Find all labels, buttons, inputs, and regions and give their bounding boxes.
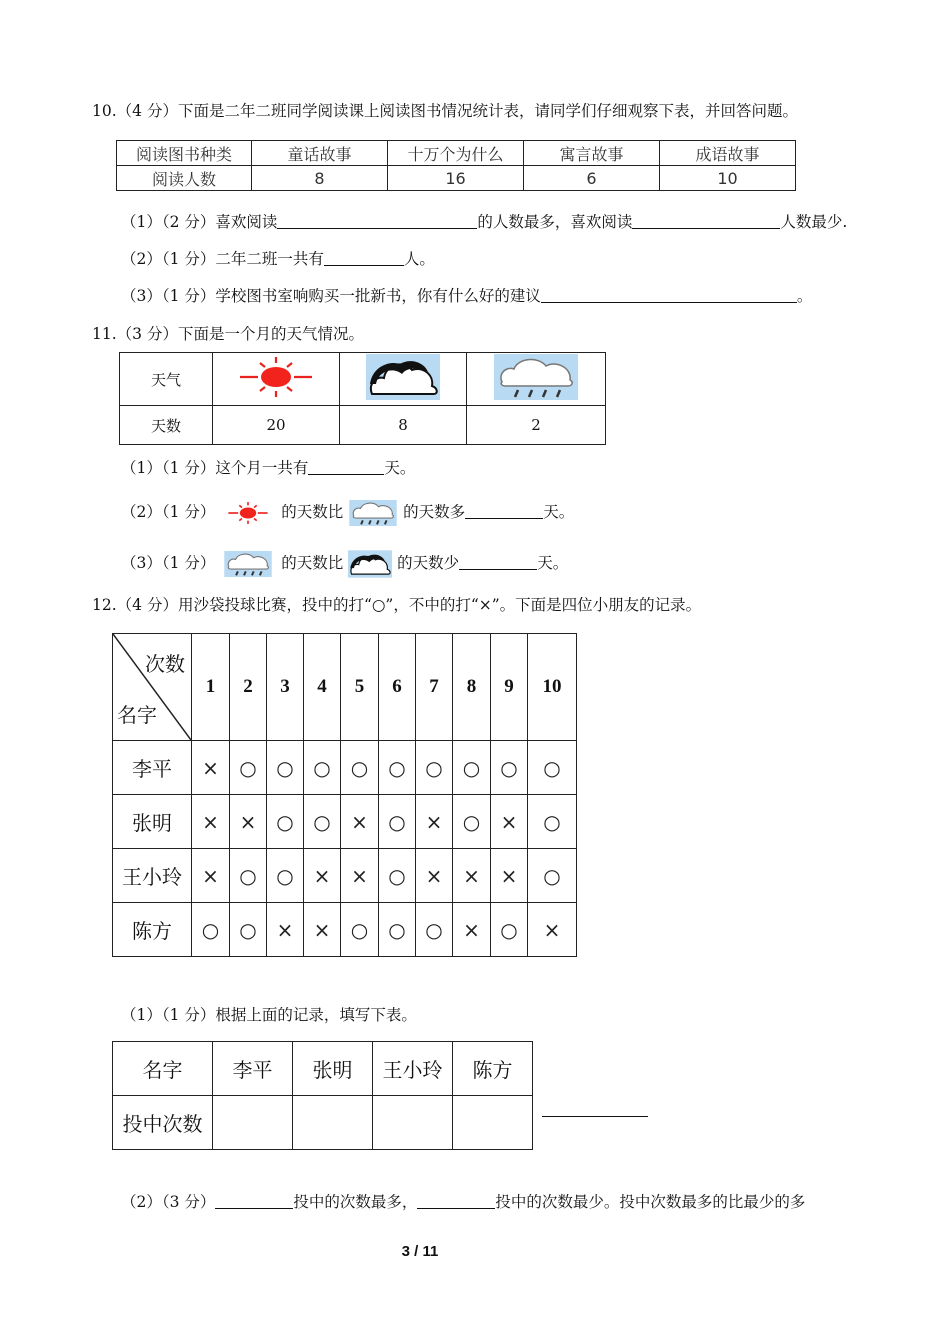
q12-sub2 [121,1192,805,1212]
q12-header-row [113,634,577,741]
mark-cell: × [416,849,453,903]
q10-sub2 [121,249,435,269]
q10-sub3 [121,286,812,306]
mark-cell: × [528,903,577,957]
table-row [113,795,577,849]
q10-stem: 10.（4 分）下面是二年二班同学阅读课上阅读图书情况统计表，请同学们仔细观察下表，并回答问题。 [92,102,798,120]
q11-sub3-text: 的天数比 [281,554,344,572]
mark-cell: ○ [341,903,379,957]
q10-table-data-row [117,166,796,191]
q11-sub1-text: （1）（1 分）这个月一共有 [121,459,309,477]
mark-cell: ○ [341,741,379,795]
q11-value-cell: 8 [340,406,467,445]
answer-blank[interactable] [417,1192,495,1209]
q10-sub3-text: 。 [796,287,813,305]
q12-col-header: 6 [379,634,416,741]
mark-cell: × [304,903,341,957]
mark-cell: × [341,849,379,903]
q11-value-cell: 20 [213,406,340,445]
mark-cell: ○ [192,903,230,957]
q12-corner-bottom: 名字 [117,703,157,727]
q11-sub2-text: （2）（1 分） [121,503,216,521]
q11-sub2-text: 的天数比 [281,503,344,521]
q12-col-header: 4 [304,634,341,741]
q11-table [119,352,606,445]
mark-cell: ○ [453,741,491,795]
mark-cell: ○ [304,795,341,849]
mark-cell: ○ [230,741,267,795]
mark-cell: × [304,849,341,903]
answer-blank[interactable] [465,502,543,519]
q11-weather-cell [213,353,340,406]
mark-cell: ○ [304,741,341,795]
q12-col-header: 7 [416,634,453,741]
q12-stem: 12.（4 分）用沙袋投球比赛，投中的打“○”，不中的打“×”。下面是四位小朋友的记录。 [92,596,702,614]
mark-cell: ○ [528,849,577,903]
q12-sub1: （1）（1 分）根据上面的记录，填写下表。 [121,1006,417,1024]
mark-cell: × [267,903,304,957]
q12-fill-input-row [113,1096,533,1150]
answer-blank[interactable] [324,249,404,266]
answer-blank[interactable] [308,458,384,475]
answer-blank[interactable] [277,212,477,229]
q12-record-table [112,633,577,957]
q11-sub3-text: 的天数少 [397,554,460,572]
fill-cell[interactable] [453,1096,533,1150]
q11-value-cell: 2 [467,406,606,445]
mark-cell: × [230,795,267,849]
page-number: 3 / 11 [401,1243,439,1260]
mark-cell: × [192,741,230,795]
mark-cell: ○ [267,849,304,903]
q11-sub3 [121,550,568,578]
mark-cell: × [491,849,528,903]
q10-sub2-text: 人。 [403,250,435,268]
q10-cell: 16 [388,166,524,191]
q12-sub2-text: 投中的次数最少。投中次数最多的比最少的多 [495,1193,806,1211]
q10-cell: 童话故事 [252,141,388,166]
q11-sub3-text: （3）（1 分） [121,554,216,572]
q10-sub1-text: （1）（2 分）喜欢阅读 [121,213,278,231]
q11-sub1 [121,458,415,478]
q12-fill-row-label: 投中次数 [113,1096,213,1150]
mark-cell: × [491,795,528,849]
q10-cell: 成语故事 [660,141,796,166]
q12-row-name: 陈方 [113,903,192,957]
table-row [113,903,577,957]
mark-cell: ○ [379,849,416,903]
q11-sub3-text: 天。 [537,554,569,572]
mark-cell: ○ [491,741,528,795]
rain-icon [494,354,578,400]
fill-cell[interactable] [213,1096,293,1150]
q12-corner-cell [113,634,192,741]
q12-row-name: 李平 [113,741,192,795]
q12-fill-header: 张明 [293,1042,373,1096]
q11-weather-row [120,353,606,406]
mark-cell: ○ [528,741,577,795]
cloud-icon [366,354,440,400]
mark-cell: ○ [491,903,528,957]
q10-table-header-row [117,141,796,166]
q10-table [116,140,796,191]
answer-blank[interactable] [459,553,537,570]
q10-cell: 阅读图书种类 [117,141,252,166]
q12-col-header: 10 [528,634,577,741]
q12-row-name: 王小玲 [113,849,192,903]
answer-blank[interactable] [541,286,797,303]
q12-fill-header-row [113,1042,533,1096]
mark-cell: ○ [453,795,491,849]
q11-weather-cell [467,353,606,406]
q12-col-header: 1 [192,634,230,741]
mark-cell: ○ [267,741,304,795]
q11-sub2 [121,500,574,526]
sun-icon [220,501,276,525]
mark-cell: ○ [379,795,416,849]
q11-row-label: 天数 [120,406,213,445]
table-row [113,741,577,795]
fill-cell[interactable] [373,1096,453,1150]
answer-blank[interactable] [632,212,780,229]
mark-cell: ○ [230,849,267,903]
q12-fill-header: 王小玲 [373,1042,453,1096]
q10-cell: 寓言故事 [524,141,660,166]
q11-days-row [120,406,606,445]
q12-fill-header: 名字 [113,1042,213,1096]
q12-fill-header: 陈方 [453,1042,533,1096]
q10-sub3-text: （3）（1 分）学校图书室响购买一批新书，你有什么好的建议 [121,287,541,305]
q12-col-header: 9 [491,634,528,741]
q12-col-header: 3 [267,634,304,741]
q11-sub2-text: 天。 [543,503,575,521]
q12-col-header: 8 [453,634,491,741]
q11-sub1-text: 天。 [384,459,416,477]
mark-cell: × [453,849,491,903]
q12-sub2-text: 投中的次数最多， [293,1193,418,1211]
sun-icon [236,355,316,399]
mark-cell: ○ [379,903,416,957]
mark-cell: ○ [416,741,453,795]
q10-cell: 8 [252,166,388,191]
q11-stem: 11.（3 分）下面是一个月的天气情况。 [92,325,364,343]
mark-cell: × [416,795,453,849]
q12-col-header: 5 [341,634,379,741]
q12-row-name: 张明 [113,795,192,849]
mark-cell: × [192,795,230,849]
table-row [113,849,577,903]
q12-fill-header: 李平 [213,1042,293,1096]
q10-cell: 10 [660,166,796,191]
q10-sub2-text: （2）（1 分）二年二班一共有 [121,250,324,268]
mark-cell: ○ [230,903,267,957]
mark-cell: ○ [528,795,577,849]
q10-cell: 6 [524,166,660,191]
q11-weather-cell [340,353,467,406]
mark-cell: × [453,903,491,957]
answer-blank[interactable] [215,1192,293,1209]
mark-cell: ○ [267,795,304,849]
q12-fill-table [112,1041,533,1150]
q11-sub2-text: 的天数多 [403,503,466,521]
q10-sub1 [121,212,847,232]
mark-cell: × [192,849,230,903]
q12-sub2-text: （2）（3 分） [121,1193,216,1211]
q10-sub1-text: 人数最少. [780,213,848,231]
q10-cell: 阅读人数 [117,166,252,191]
q12-corner-top: 次数 [145,652,185,676]
fill-cell[interactable] [293,1096,373,1150]
answer-blank[interactable] [542,1116,648,1117]
rain-icon [348,500,398,526]
rain-icon [220,551,276,577]
q11-row-label: 天气 [120,353,213,406]
q10-sub1-text: 的人数最多，喜欢阅读 [477,213,633,231]
cloud-icon [348,550,392,578]
q10-cell: 十万个为什么 [388,141,524,166]
mark-cell: ○ [416,903,453,957]
mark-cell: ○ [379,741,416,795]
mark-cell: × [341,795,379,849]
q12-col-header: 2 [230,634,267,741]
